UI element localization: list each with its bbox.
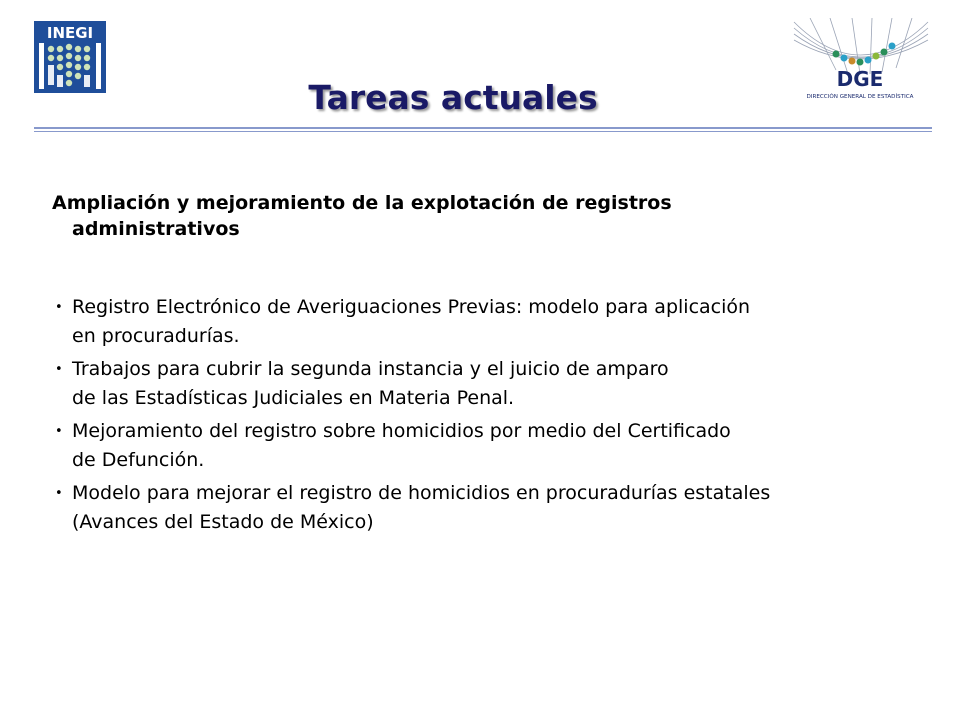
page-title: Tareas actuales xyxy=(308,78,598,117)
dge-logo-subtext: DIRECCIÓN GENERAL DE ESTADÍSTICA xyxy=(806,94,914,100)
section-heading xyxy=(52,190,872,242)
bullet-item xyxy=(52,479,912,537)
section-heading-line1: Ampliación y mejoramiento de la explotación de registros xyxy=(52,192,672,214)
bullet-list xyxy=(52,293,912,541)
section-heading-line2: administrativos xyxy=(72,218,240,240)
bullet-text-line2: de Defunción. xyxy=(72,449,205,471)
bullet-text-line2: de las Estadísticas Judiciales en Materia Penal. xyxy=(72,387,515,409)
bullet-item xyxy=(52,293,912,351)
bullet-text-line1: Modelo para mejorar el registro de homicidios en procuradurías estatales xyxy=(72,482,771,504)
dge-logo-text: DGE xyxy=(836,67,884,91)
bullet-text-line1: Trabajos para cubrir la segunda instancia y el juicio de amparo xyxy=(72,358,669,380)
bullet-text-line2: (Avances del Estado de México) xyxy=(72,511,374,533)
title-rule-top xyxy=(34,127,932,129)
bullet-icon: • xyxy=(55,486,63,501)
bullet-icon: • xyxy=(55,362,63,377)
bullet-text-line2: en procuradurías. xyxy=(72,325,240,347)
bullet-text-line1: Mejoramiento del registro sobre homicidios por medio del Certificado xyxy=(72,420,731,442)
bullet-item xyxy=(52,355,912,413)
bullet-item xyxy=(52,417,912,475)
inegi-logo-text: INEGI xyxy=(46,24,94,42)
bullet-icon: • xyxy=(55,300,63,315)
title-rule-bottom xyxy=(34,131,932,132)
bullet-icon: • xyxy=(55,424,63,439)
bullet-text-line1: Registro Electrónico de Averiguaciones Previas: modelo para aplicación xyxy=(72,296,751,318)
